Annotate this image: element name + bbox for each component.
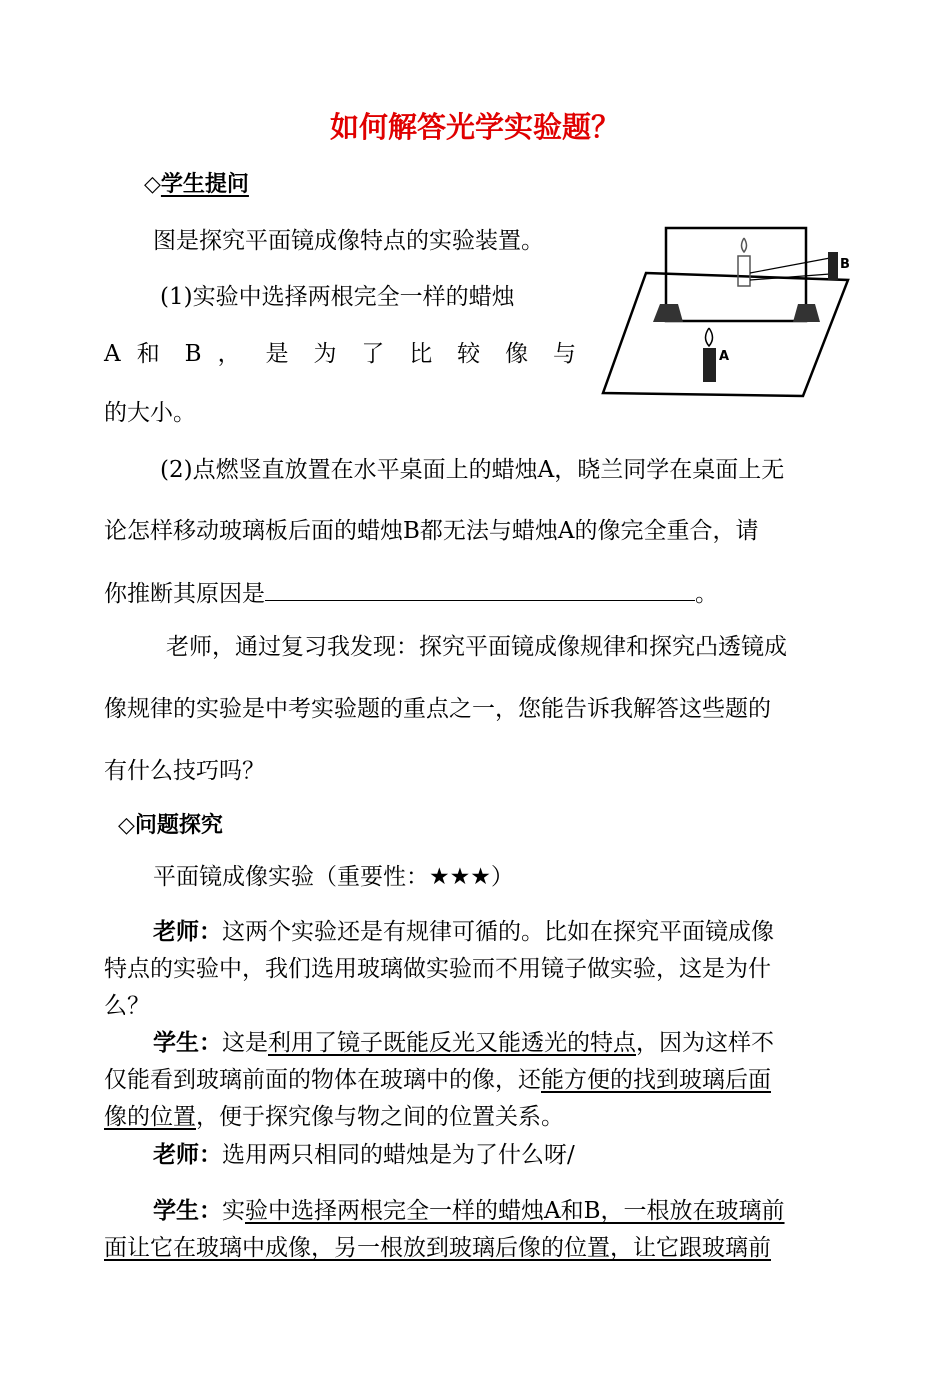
student-2-line-1: 学生：实验中选择两根完全一样的蜡烛A和B，一根放在玻璃前 — [153, 1197, 785, 1224]
candle-image-icon — [738, 238, 750, 286]
question-1-line-2: A 和 B ， 是 为 了 比 较 像 与 — [104, 341, 576, 367]
question-2-line-1: (2)点燃竖直放置在水平桌面上的蜡烛A，晓兰同学在桌面上无 — [160, 457, 785, 483]
student-line-2: 仅能看到玻璃前面的物体在玻璃中的像，还能方便的找到玻璃后面 — [104, 1067, 771, 1093]
speaker-student: 学生： — [153, 1029, 222, 1056]
student-ask-line-3: 有什么技巧吗？ — [104, 758, 265, 784]
label-b: B — [840, 257, 850, 272]
section-heading-text: 学生提问 — [160, 172, 249, 197]
diamond-marker-icon: ◇ — [144, 172, 161, 197]
student-ask-line-1: 老师，通过复习我发现：探究平面镜成像规律和探究凸透镜成 — [166, 634, 787, 660]
experiment-title: 平面镜成像实验（重要性：★★★） — [153, 864, 514, 890]
label-a: A — [719, 349, 730, 364]
candle-b-icon — [828, 252, 838, 280]
importance-stars-icon: ★★★ — [429, 864, 491, 890]
answer-blank — [265, 578, 695, 601]
section-heading-text: 问题探究 — [134, 813, 223, 838]
teacher-2-line: 老师：选用两只相同的蜡烛是为了什么呀/ — [153, 1141, 575, 1168]
diamond-marker-icon: ◇ — [118, 813, 135, 838]
section-heading-problem-explore — [118, 811, 223, 841]
left-stand-icon — [653, 304, 683, 322]
mirror-experiment-figure — [598, 218, 858, 403]
question-2-line-3: 你推断其原因是 。 — [104, 578, 718, 609]
teacher-line-2: 特点的实验中，我们选用玻璃做实验而不用镜子做实验，这是为什 — [104, 956, 771, 982]
teacher-line-3: 么？ — [104, 993, 150, 1019]
student-2-line-2: 面让它在玻璃中成像，另一根放到玻璃后像的位置，让它跟玻璃前 — [104, 1235, 771, 1261]
teacher-line-1: 老师：这两个实验还是有规律可循的。比如在探究平面镜成像 — [153, 918, 774, 945]
question-intro: 图是探究平面镜成像特点的实验装置。 — [153, 228, 544, 254]
section-heading-student-question — [144, 170, 249, 200]
speaker-student: 学生： — [153, 1197, 222, 1224]
question-2-line-2: 论怎样移动玻璃板后面的蜡烛B都无法与蜡烛A的像完全重合，请 — [104, 518, 759, 544]
question-1-line-3: 的大小。 — [104, 400, 196, 426]
right-stand-icon — [793, 304, 820, 322]
student-ask-line-2: 像规律的实验是中考实验题的重点之一，您能告诉我解答这些题的 — [104, 696, 771, 722]
student-line-3: 像的位置，便于探究像与物之间的位置关系。 — [104, 1104, 564, 1130]
speaker-teacher: 老师： — [153, 1141, 222, 1168]
page-title: 如何解答光学实验题？ — [329, 110, 620, 144]
candle-a-icon — [703, 328, 716, 382]
student-line-1: 学生：这是利用了镜子既能反光又能透光的特点，因为这样不 — [153, 1029, 774, 1056]
question-1-line-1: (1)实验中选择两根完全一样的蜡烛 — [160, 284, 515, 310]
speaker-teacher: 老师： — [153, 918, 222, 945]
